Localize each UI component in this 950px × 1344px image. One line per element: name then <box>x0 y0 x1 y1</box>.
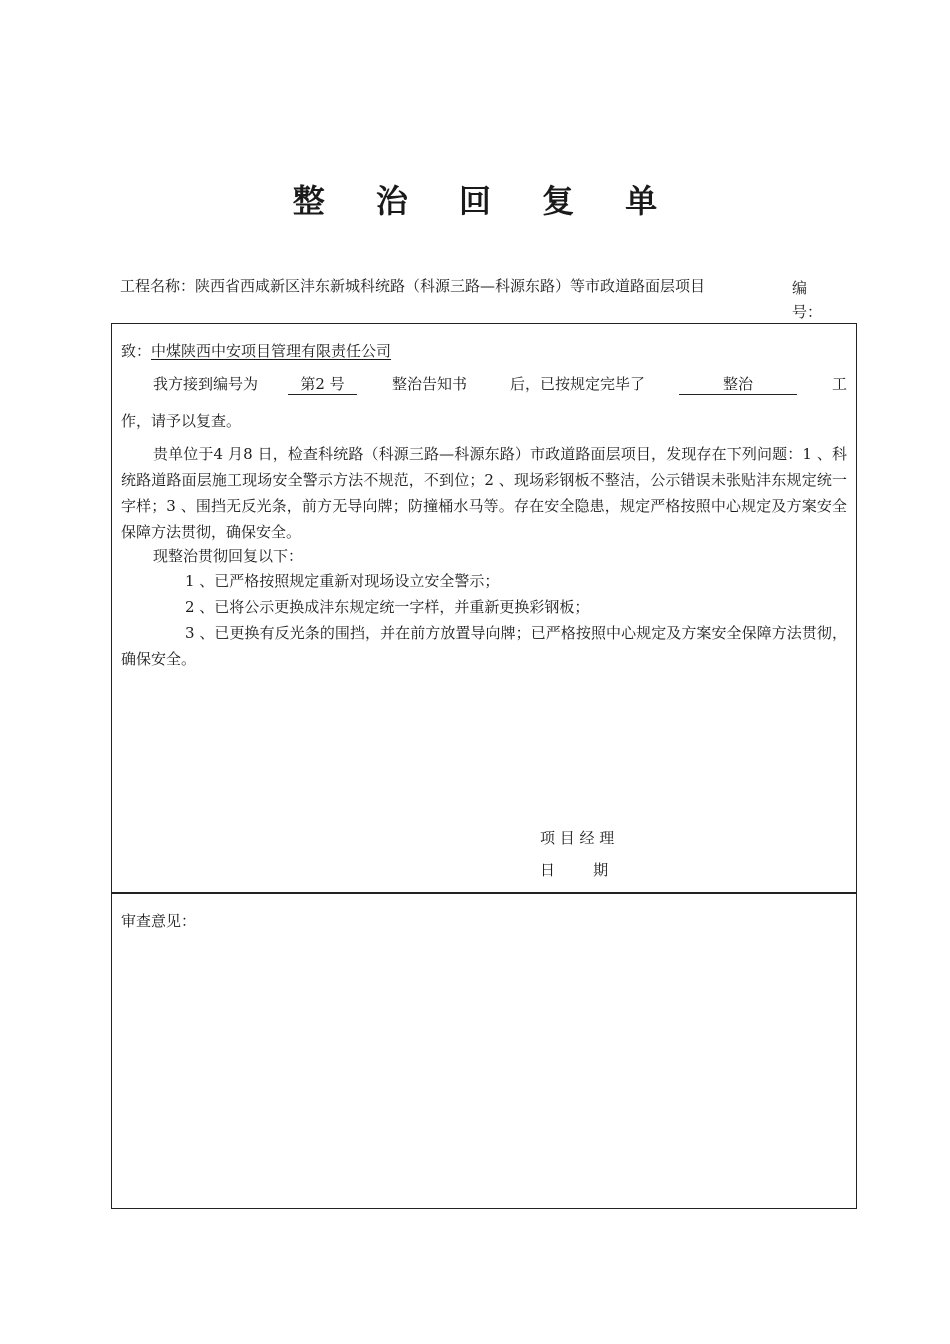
rectify-intro: 现整治贯彻回复以下： <box>153 547 304 565</box>
notice-name: 整治告知书 <box>392 375 468 393</box>
document-number-label: 编号： <box>792 279 823 321</box>
addressee-company: 中煤陕西中安项目管理有限责任公司 <box>151 342 392 360</box>
project-manager-label: 项 目 经 理 <box>540 829 615 847</box>
notice-number-field <box>288 371 357 397</box>
review-request: 作，请予以复查。 <box>121 412 242 430</box>
addressee-line <box>121 338 391 364</box>
rectify-item: 2 、已将公示更换成沣东规定统一字样，并重新更换彩钢板； <box>185 598 590 616</box>
document-title: 整 治 回 复 单 <box>292 182 678 220</box>
received-text: 我方接到编号为 <box>153 375 259 393</box>
notice-number: 第2 号 <box>288 374 357 395</box>
project-name-line <box>120 276 823 321</box>
review-section <box>111 892 857 1209</box>
review-opinion-label: 审查意见： <box>121 912 197 930</box>
reply-section <box>111 323 857 894</box>
rectify-item: 3 、已更换有反光条的围挡，并在前方放置导向牌；已严格按照中心规定及方案安全保障方法贯彻，确保安全。 <box>121 624 847 668</box>
issues-paragraph: 贵单位于4 月8 日，检查科统路（科源三路—科源东路）市政道路面层项目，发现存在下列问题：1 、科统路道路面层施工现场安全警示方法不规范，不到位；2 、现场彩钢板不整洁，公示错误未张贴沣东规定统一字样；3 、围挡无反光条，前方无导向牌；防撞桶水马等。存在安全隐患，规定严格按照中心规定及方案安全保障方法贯彻，确保安全。 <box>121 445 847 541</box>
rectify-item: 1 、已严格按照规定重新对现场设立安全警示； <box>185 572 500 590</box>
line-end-char: 工 <box>832 375 848 393</box>
addressee-prefix: 致： <box>121 342 152 360</box>
work-type-field <box>679 371 797 397</box>
date-label: 日 期 <box>540 861 609 879</box>
work-type: 整治 <box>679 374 797 395</box>
completed-text: 后，已按规定完毕了 <box>510 375 646 393</box>
project-name: 工程名称：陕西省西咸新区沣东新城科统路（科源三路—科源东路）等市政道路面层项目 <box>120 277 706 295</box>
